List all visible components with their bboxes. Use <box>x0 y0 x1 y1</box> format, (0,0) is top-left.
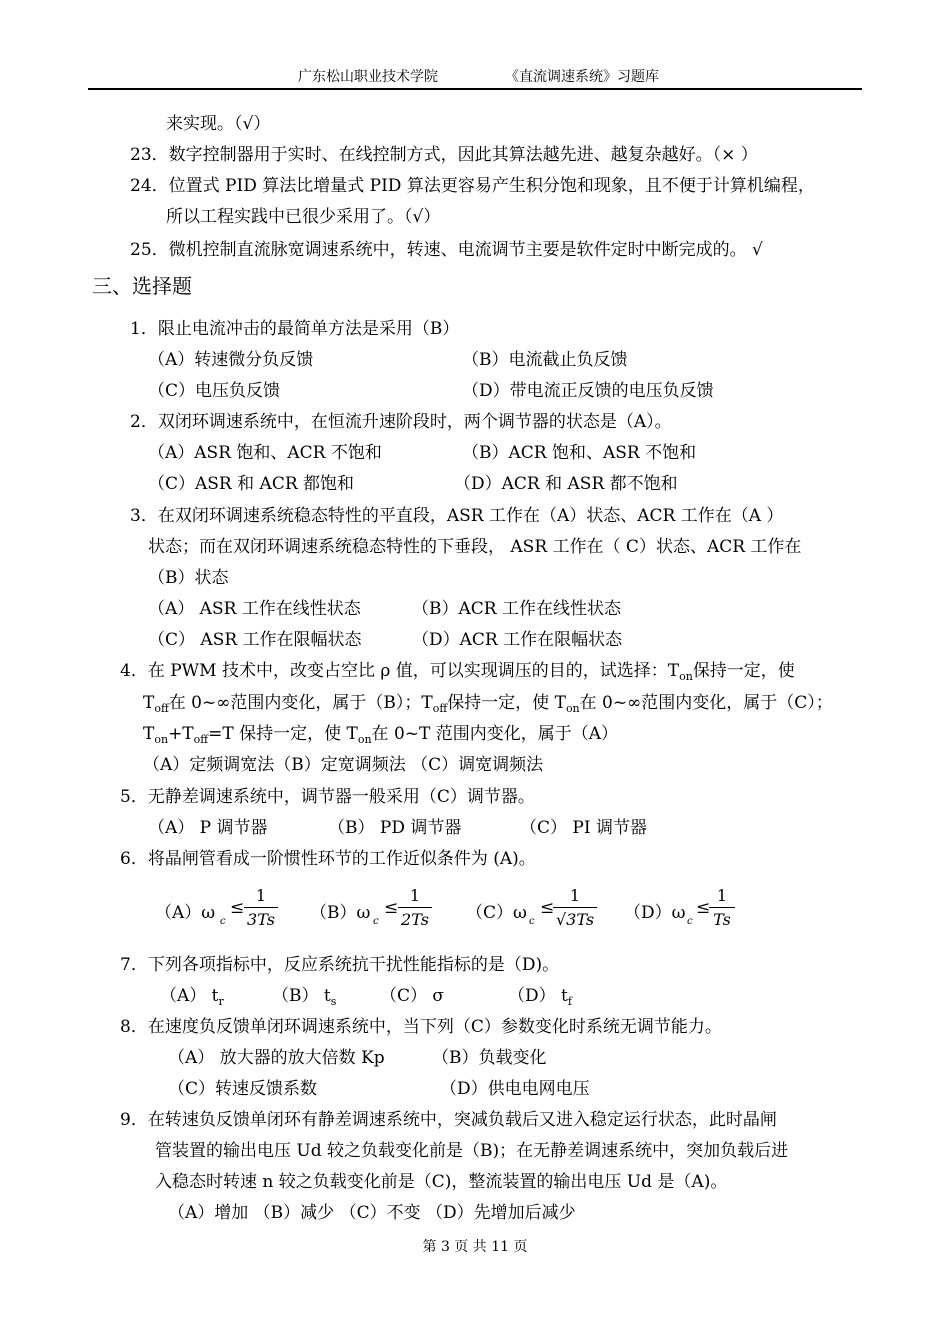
q1-option-d: （D）带电流正反馈的电压负反馈 <box>462 381 714 401</box>
q2-stem: 2．双闭环调速系统中，在恒流升速阶段时，两个调节器的状态是（A）。 <box>130 412 672 432</box>
q6-option-a-le: ≤ <box>230 898 245 918</box>
q1-option-a: （A）转速微分负反馈 <box>148 350 314 370</box>
q4-stem-line3: $T_{on}+T_{off}=T$ 保持一定，使 $T_{on}$在 0~T 范围内变化，属于（A） <box>143 724 619 746</box>
q6-option-c-fraction: 1 √3Ts <box>553 886 597 929</box>
q6-option-d-le: ≤ <box>696 898 711 918</box>
q5-option-c: （C） PI 调节器 <box>520 818 647 838</box>
tf-23: 23．数字控制器用于实时、在线控制方式，因此其算法越先进、越复杂越好。（× ） <box>130 145 758 165</box>
q2-option-c: （C）ASR 和 ACR 都饱和 <box>148 474 355 494</box>
q6-stem: 6．将晶闸管看成一阶惯性环节的工作近似条件为 (A)。 <box>120 849 536 869</box>
q4-options: （A）定频调宽法（B）定宽调频法 （C）调宽调频法 <box>143 755 544 775</box>
q5-option-a: （A） P 调节器 <box>148 818 268 838</box>
header-course: 《直流调速系统》习题库 <box>505 69 659 85</box>
q9-options: （A）增加 （B）减少 （C）不变 （D）先增加后减少 <box>168 1203 576 1223</box>
q7-option-d: （D） $t_f$ <box>508 986 572 1008</box>
tf-24-line1: 24．位置式 PID 算法比增量式 PID 算法更容易产生积分饱和现象，且不便于计算机编程， <box>130 176 815 196</box>
tf-22-end: 来实现。（√） <box>166 114 271 134</box>
q2-option-b: （B）ACR 饱和、ASR 不饱和 <box>462 443 697 463</box>
header-rule <box>88 88 862 90</box>
q6-option-b-le: ≤ <box>384 898 399 918</box>
q6-option-b-label: （B）ω <box>310 903 371 923</box>
q9-stem-line1: 9．在转速负反馈单闭环有静差调速系统中，突减负载后又进入稳定运行状态，此时晶闸 <box>120 1110 777 1130</box>
q8-option-a: （A） 放大器的放大倍数 Kp <box>168 1048 385 1068</box>
q5-stem: 5．无静差调速系统中，调节器一般采用（C）调节器。 <box>120 787 535 807</box>
header-school: 广东松山职业技术学院 <box>298 69 438 85</box>
q6-option-c-le: ≤ <box>540 898 555 918</box>
q3-option-a: （A） ASR 工作在线性状态 <box>148 599 361 619</box>
q3-stem-line2: 状态；而在双闭环调速系统稳态特性的下垂段， ASR 工作在（ C）状态、ACR 工作在 <box>148 537 802 557</box>
q7-option-c: （C） σ <box>380 986 445 1006</box>
q8-option-d: （D）供电电网电压 <box>440 1079 590 1099</box>
q3-option-d: （D）ACR 工作在限幅状态 <box>412 630 623 650</box>
q6-option-d-fraction: 1 Ts <box>709 886 735 929</box>
q7-option-b: （B） $t_s$ <box>272 986 337 1008</box>
section-title-choice: 三、选择题 <box>92 274 192 298</box>
q2-option-d: （D）ACR 和 ASR 都不饱和 <box>454 474 678 494</box>
q3-stem-line3: （B）状态 <box>148 568 229 588</box>
q6-option-b-fraction: 1 2Ts <box>398 886 432 929</box>
q6-option-c-sub: c <box>529 916 535 927</box>
q9-stem-line2: 管装置的输出电压 Ud 较之负载变化前是（B)；在无静差调速系统中，突加负载后进 <box>155 1141 789 1161</box>
q9-stem-line3: 入稳态时转速 n 较之负载变化前是（C)，整流装置的输出电压 Ud 是（A)。 <box>155 1172 728 1192</box>
q5-option-b: （B） PD 调节器 <box>328 818 462 838</box>
q7-option-a: （A） $t_r$ <box>160 986 224 1008</box>
tf-25: 25．微机控制直流脉宽调速系统中，转速、电流调节主要是软件定时中断完成的。 √ <box>130 240 763 260</box>
q6-option-c-label: （C）ω <box>466 903 527 923</box>
page-footer: 第 3 页 共 11 页 <box>422 1239 528 1255</box>
q6-option-a-label: （A）ω <box>155 903 216 923</box>
q1-option-b: （B）电流截止负反馈 <box>462 350 628 370</box>
q1-stem: 1．限止电流冲击的最简单方法是采用（B） <box>130 319 460 339</box>
q3-option-b: （B）ACR 工作在线性状态 <box>412 599 621 619</box>
q7-stem: 7．下列各项指标中，反应系统抗干扰性能指标的是（D)。 <box>120 955 560 975</box>
q4-stem-line2: $T_{off}$在 0~∞范围内变化，属于（B）；$T_{off}$保持一定，使 $T_{on}$在 0~∞范围内变化，属于（C）； <box>143 693 833 715</box>
q8-option-c: （C）转速反馈系数 <box>168 1079 318 1099</box>
q6-option-d-label: （D）ω <box>624 903 686 923</box>
q1-option-c: （C）电压负反馈 <box>148 381 281 401</box>
q3-stem-line1: 3．在双闭环调速系统稳态特性的平直段，ASR 工作在（A）状态、ACR 工作在（A ） <box>130 506 784 526</box>
q6-option-a-sub: c <box>220 916 226 927</box>
tf-24-line2: 所以工程实践中已很少采用了。（√） <box>166 207 441 227</box>
q6-option-b-sub: c <box>373 916 379 927</box>
q6-option-a-fraction: 1 3Ts <box>244 886 278 929</box>
q3-option-c: （C） ASR 工作在限幅状态 <box>148 630 362 650</box>
q4-stem-line1: 4．在 PWM 技术中，改变占空比 ρ 值，可以实现调压的目的，试选择：$T_{on}$保持一定，使 <box>120 661 795 683</box>
q8-option-b: （B）负载变化 <box>432 1048 547 1068</box>
q6-option-d-sub: c <box>687 916 693 927</box>
q2-option-a: （A）ASR 饱和、ACR 不饱和 <box>148 443 382 463</box>
q8-stem: 8．在速度负反馈单闭环调速系统中，当下列（C）参数变化时系统无调节能力。 <box>120 1017 722 1037</box>
